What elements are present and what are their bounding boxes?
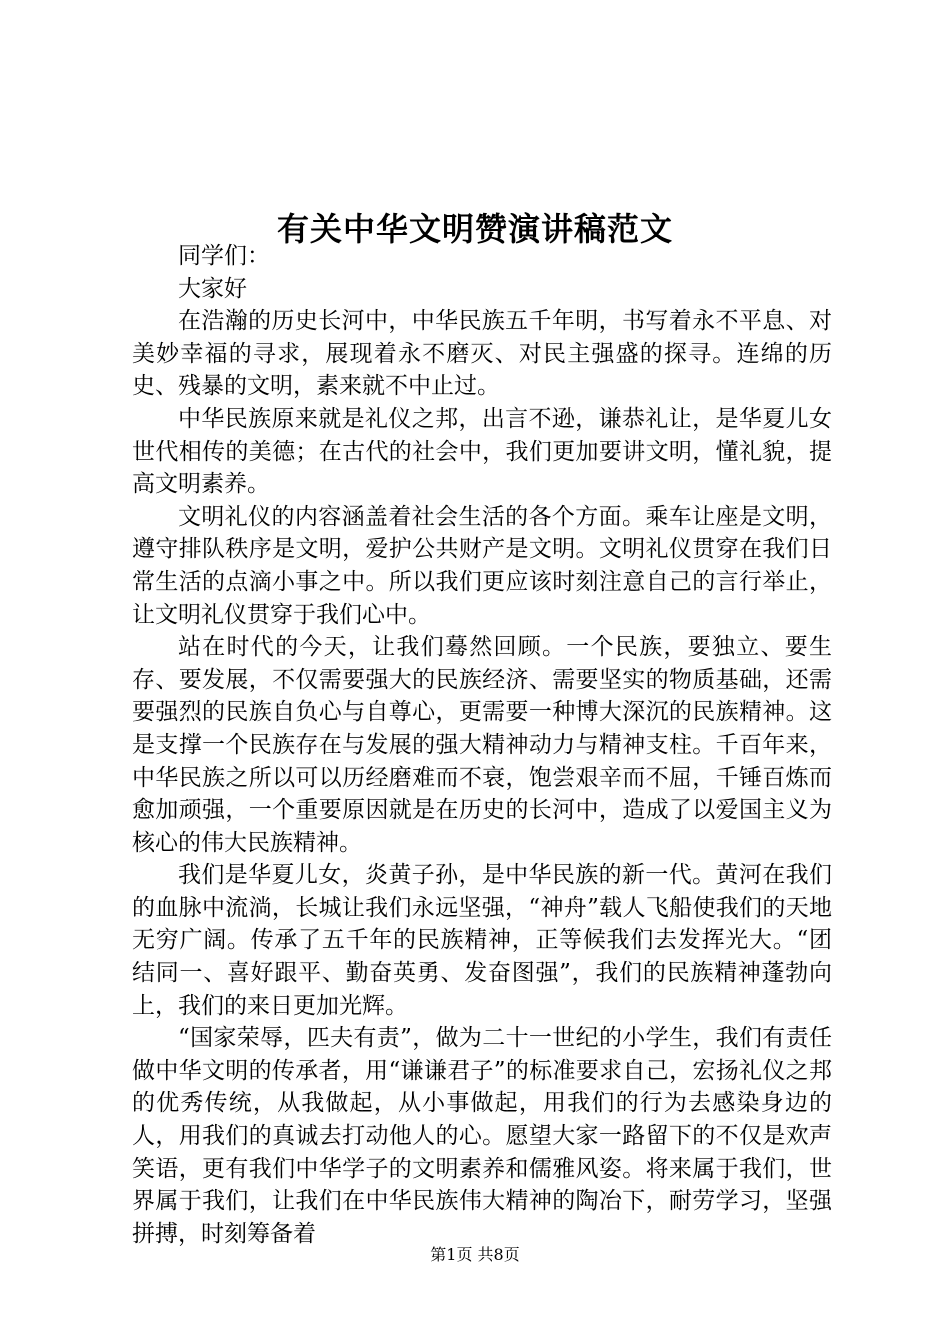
paragraph-hello: 大家好	[178, 275, 247, 302]
paragraph-responsibility: “国家荣辱，匹夫有责”，做为二十一世纪的小学生，我们有责任做中华文明的传承者，用“谦谦君子”的标准要求自己，宏扬礼仪之邦的优秀传统，从我做起，从小事做起，用我们的行为去感染身边的人，用我们的真诚去打动他人的心。愿望大家一路留下的不仅是欢声笑语，更有我们中华学子的文明素养和儒雅风姿。将来属于我们，世界属于我们，让我们在中华民族伟大精神的陶冶下，耐劳学习，坚强拼搏，时刻筹备着	[132, 1025, 832, 1247]
paragraph-civility: 文明礼仪的内容涵盖着社会生活的各个方面。乘车让座是文明，遵守排队秩序是文明，爱护公共财产是文明。文明礼仪贯穿在我们日常生活的点滴小事之中。所以我们更应该时刻注意自己的言行举止，让文明礼仪贯穿于我们心中。	[132, 503, 832, 628]
paragraph-greeting: 同学们：	[178, 243, 270, 269]
paragraph-history: 在浩瀚的历史长河中，中华民族五千年明，书写着永不平息、对美妙幸福的寻求，展现着永不磨灭、对民主强盛的探寻。连绵的历史、残暴的文明，素来就不中止过。	[132, 308, 832, 400]
document-title: 有关中华文明赞演讲稿范文	[276, 210, 673, 249]
paragraph-etiquette: 中华民族原来就是礼仪之邦，出言不逊，谦恭礼让，是华夏儿女世代相传的美德；在古代的社会中，我们更加要讲文明，懂礼貌，提高文明素养。	[132, 405, 832, 498]
paragraph-national-spirit: 站在时代的今天，让我们蓦然回顾。一个民族，要独立、要生存、要发展，不仅需要强大的民族经济、需要坚实的物质基础，还需要强烈的民族自负心与自尊心，更需要一种博大深沉的民族精神。这是支撑一个民族存在与发展的强大精神动力与精神支柱。千百年来，中华民族之所以可以历经磨难而不衰，饱尝艰辛而不屈，千锤百炼而愈加顽强，一个重要原因就是在历史的长河中，造成了以爱国主义为核心的伟大民族精神。	[132, 634, 832, 856]
page-number-footer: 第1页 共8页	[430, 1245, 520, 1264]
document-body	[132, 240, 832, 1250]
paragraph-new-generation: 我们是华夏儿女，炎黄子孙，是中华民族的新一代。黄河在我们的血脉中流淌，长城让我们永远坚强，“神舟”载人飞船使我们的天地无穷广阔。传承了五千年的民族精神，正等候我们去发挥光大。“团结同一、喜好跟平、勤奋英勇、发奋图强”，我们的民族精神蓬勃向上，我们的来日更加光辉。	[132, 862, 832, 1019]
